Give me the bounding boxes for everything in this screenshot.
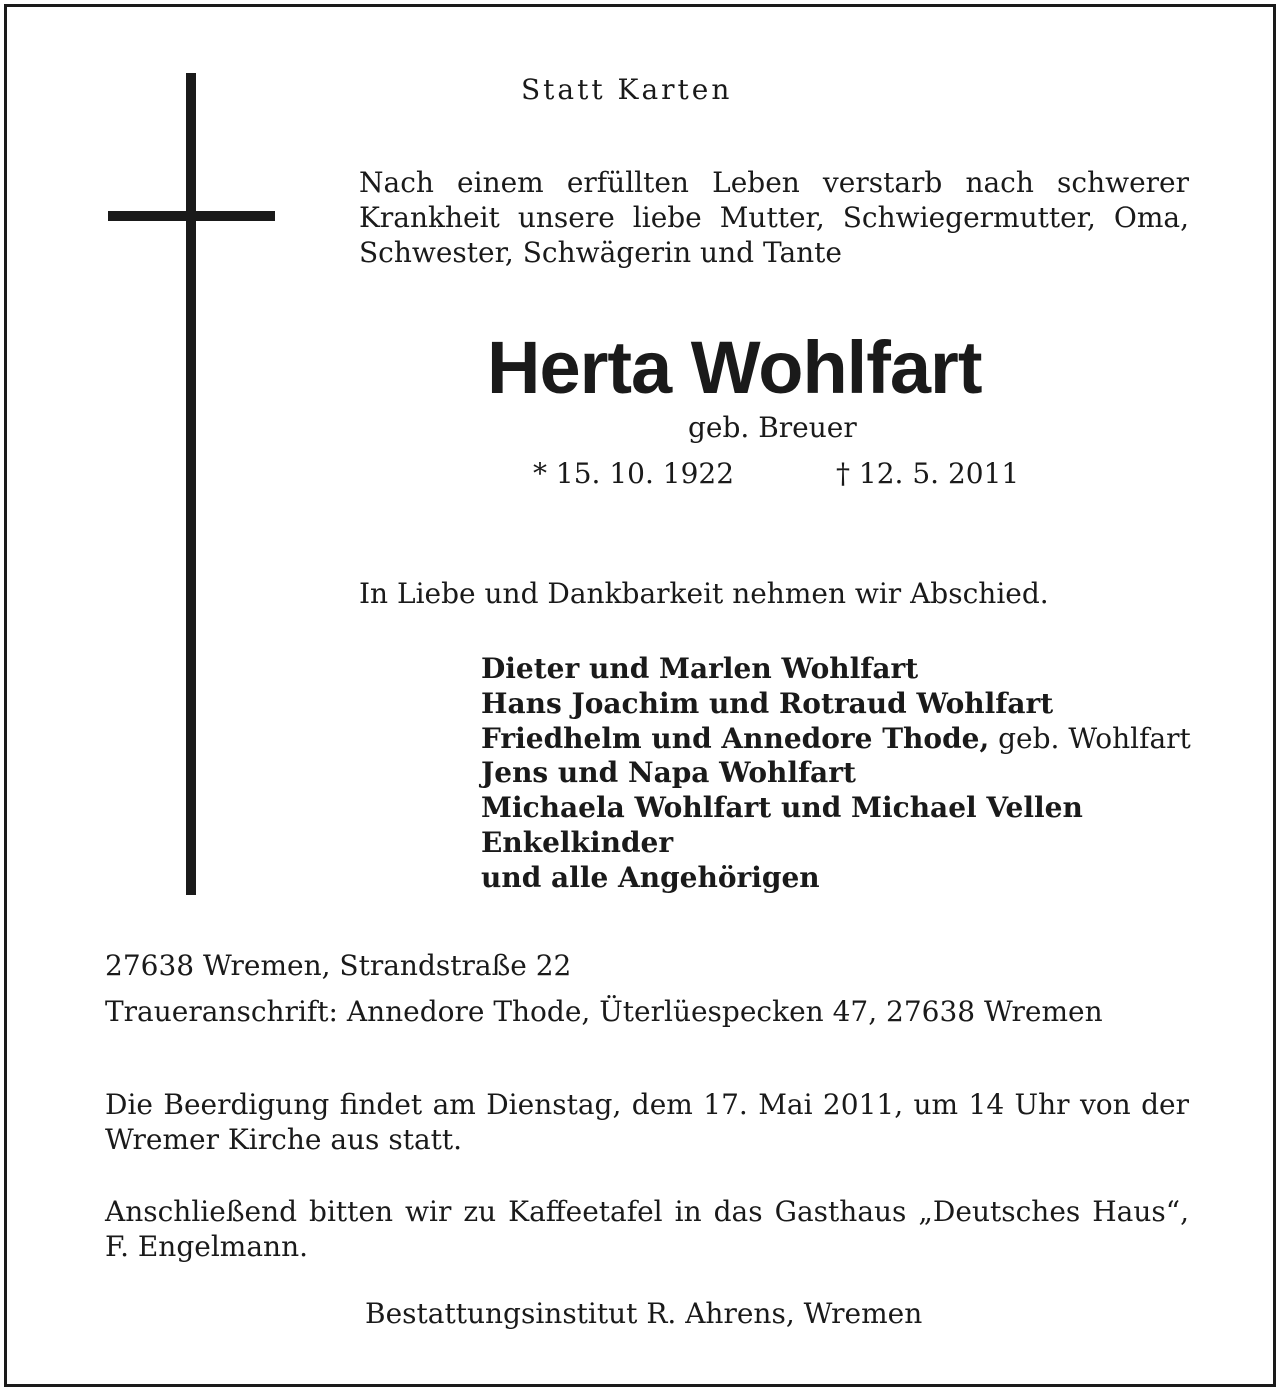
farewell-line: In Liebe und Dankbarkeit nehmen wir Abschied. [359,577,1049,610]
mourning-address: Traueranschrift: Annedore Thode, Üterlüespecken 47, 27638 Wremen [105,995,1103,1028]
coffee-line: F. Engelmann. [105,1230,308,1263]
funeral-line: Die Beerdigung findet am Dienstag, dem 17. Mai 2011, um 14 Uhr von der [105,1088,1189,1121]
birth-date: * 15. 10. 1922 [533,457,735,490]
mourner-row [481,791,1191,826]
mourner-name: und alle Angehörigen [481,860,820,894]
intro-line: Nach einem erfüllten Leben verstarb nach schwerer [359,166,1189,199]
mourner-name: Michaela Wohlfart und Michael Vellen [481,791,1083,825]
death-date: † 12. 5. 2011 [836,457,1020,490]
intro-line: Schwester, Schwägerin und Tante [359,236,842,269]
coffee-line: Anschließend bitten wir zu Kaffeetafel in das Gasthaus „Deutsches Haus“, [105,1195,1189,1228]
undertaker-line: Bestattungsinstitut R. Ahrens, Wremen [365,1297,923,1330]
mourner-row [481,826,1191,861]
intro-line: Krankheit unsere liebe Mutter, Schwiegermutter, Oma, [359,201,1189,234]
coffee-paragraph [105,1194,1189,1264]
deceased-name: Herta Wohlfart [487,326,982,409]
statt-karten-heading: Statt Karten [521,73,733,106]
mourner-name: Enkelkinder [481,825,674,859]
mourners-list [481,652,1191,896]
mourner-row [481,652,1191,687]
mourner-row [481,722,1191,757]
mourner-row [481,861,1191,896]
maiden-name: geb. Breuer [688,411,857,444]
funeral-paragraph [105,1087,1189,1157]
mourner-name: Friedhelm und Annedore Thode, [481,721,990,755]
mourner-name: Dieter und Marlen Wohlfart [481,652,919,685]
obituary-notice [4,4,1276,1387]
mourner-name: Hans Joachim und Rotraud Wohlfart [481,686,1054,720]
mourner-name: Jens und Napa Wohlfart [481,756,856,790]
cross-icon-vertical-beam [186,73,196,895]
cross-icon-horizontal-beam [108,211,275,221]
funeral-line: Wremer Kirche aus statt. [105,1123,463,1156]
home-address: 27638 Wremen, Strandstraße 22 [105,949,572,982]
mourner-suffix: geb. Wohlfart [989,721,1191,755]
mourner-row [481,687,1191,722]
mourner-row [481,756,1191,791]
intro-paragraph [359,165,1189,270]
